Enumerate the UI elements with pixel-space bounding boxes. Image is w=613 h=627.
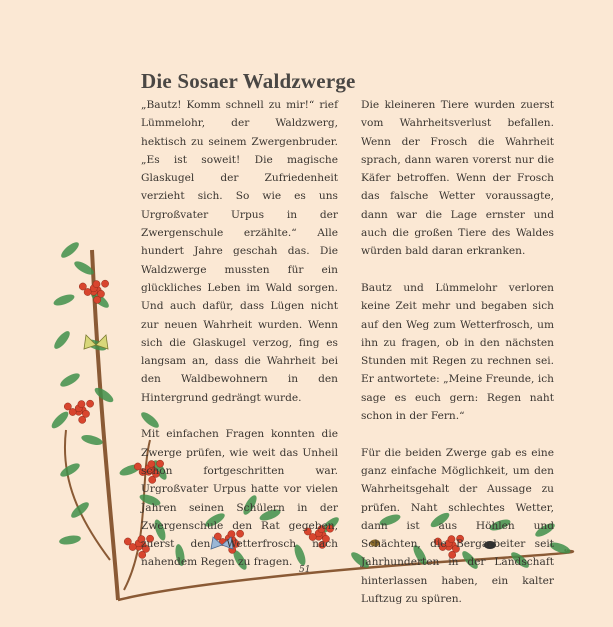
right-paragraph-1: Die kleineren Tiere wurden zuerst vom Wahrheitsverlust befallen. Wenn der Frosch die Wahrheit sprach, dann waren vorerst nur die Käfer betroffen. Wenn der Frosch das falsche Wetter voraussagte, dann war die Lage ernster und auch die großen Tiere des Waldes würden bald daran erkranken. bbox=[361, 99, 554, 258]
leaf bbox=[93, 385, 116, 404]
leaf bbox=[52, 329, 73, 351]
right-paragraph-3: Für die beiden Zwerge gab es eine ganz einfache Möglichkeit, um den Wahrheitsgehalt der Aussage zu prüfen. Naht schlechtes Wetter, dann ist aus Höhlen und Schächten, die Bergarbeiter seit Jahrhunderten in der Landschaft hinterlassen haben, ein kalter Luftzug zu spüren. bbox=[361, 446, 554, 606]
berry bbox=[124, 538, 131, 545]
chapter-title: Die Sosaer Waldzwerge bbox=[141, 69, 356, 94]
leaf bbox=[58, 461, 81, 479]
leaf bbox=[52, 292, 76, 307]
berry bbox=[79, 283, 86, 290]
berry bbox=[94, 296, 101, 303]
berry bbox=[79, 416, 86, 423]
page-number: 51 bbox=[299, 565, 311, 575]
right-text-column bbox=[361, 96, 554, 627]
leaf bbox=[59, 240, 81, 261]
berry bbox=[93, 281, 100, 288]
berry bbox=[64, 403, 71, 410]
berry bbox=[86, 400, 93, 407]
leaf bbox=[80, 433, 103, 447]
leaf bbox=[58, 534, 81, 546]
left-paragraph-1: „Bautz! Komm schnell zu mir!“ rief Lümmelohr, der Waldzwerg, hektisch zu seinem Zwergenbruder. „Es ist soweit! Die magische Glaskugel der Zufriedenheit verzieht sich. So wie es uns Urgroßvater Urpus in der Zwergenschule erzählte.“ Alle hundert Jahre geschah das. Die Waldzwerge mussten für ein glückliches Leben im Wald sorgen. Und auch dafür, dass Lügen nicht zur neuen Wahrheit wurden. Wenn sich die Glaskugel verzog, fing es langsam an, dass die Wahrheit bei den Waldbewohnern in den Hintergrund gedrängt wurde. bbox=[141, 99, 338, 404]
right-paragraph-2: Bautz und Lümmelohr verloren keine Zeit mehr und begaben sich auf den Weg zum Wetterfrosch, um ihn zu fragen, ob in den nächsten Stunden mit Regen zu rechnen sei. Er antwortete: „Meine Freunde, ich sage es euch gern: Regen naht schon in der Fern.“ bbox=[361, 281, 554, 423]
left-text-column bbox=[141, 96, 338, 590]
leaf bbox=[58, 371, 81, 389]
leaf bbox=[49, 409, 70, 430]
berry bbox=[101, 280, 108, 287]
left-paragraph-2: Mit einfachen Fragen konnten die Zwerge prüfen, wie weit das Unheil schon fortgeschritten war. Urgroßvater Urpus hatte vor vielen Jahren seinen Schülern in der Zwergenschule den Rat gegeben, zuerst den Wetterfrosch nach nahendem Regen zu fragen. bbox=[141, 428, 338, 569]
berry bbox=[78, 401, 85, 408]
leaf bbox=[69, 500, 91, 521]
